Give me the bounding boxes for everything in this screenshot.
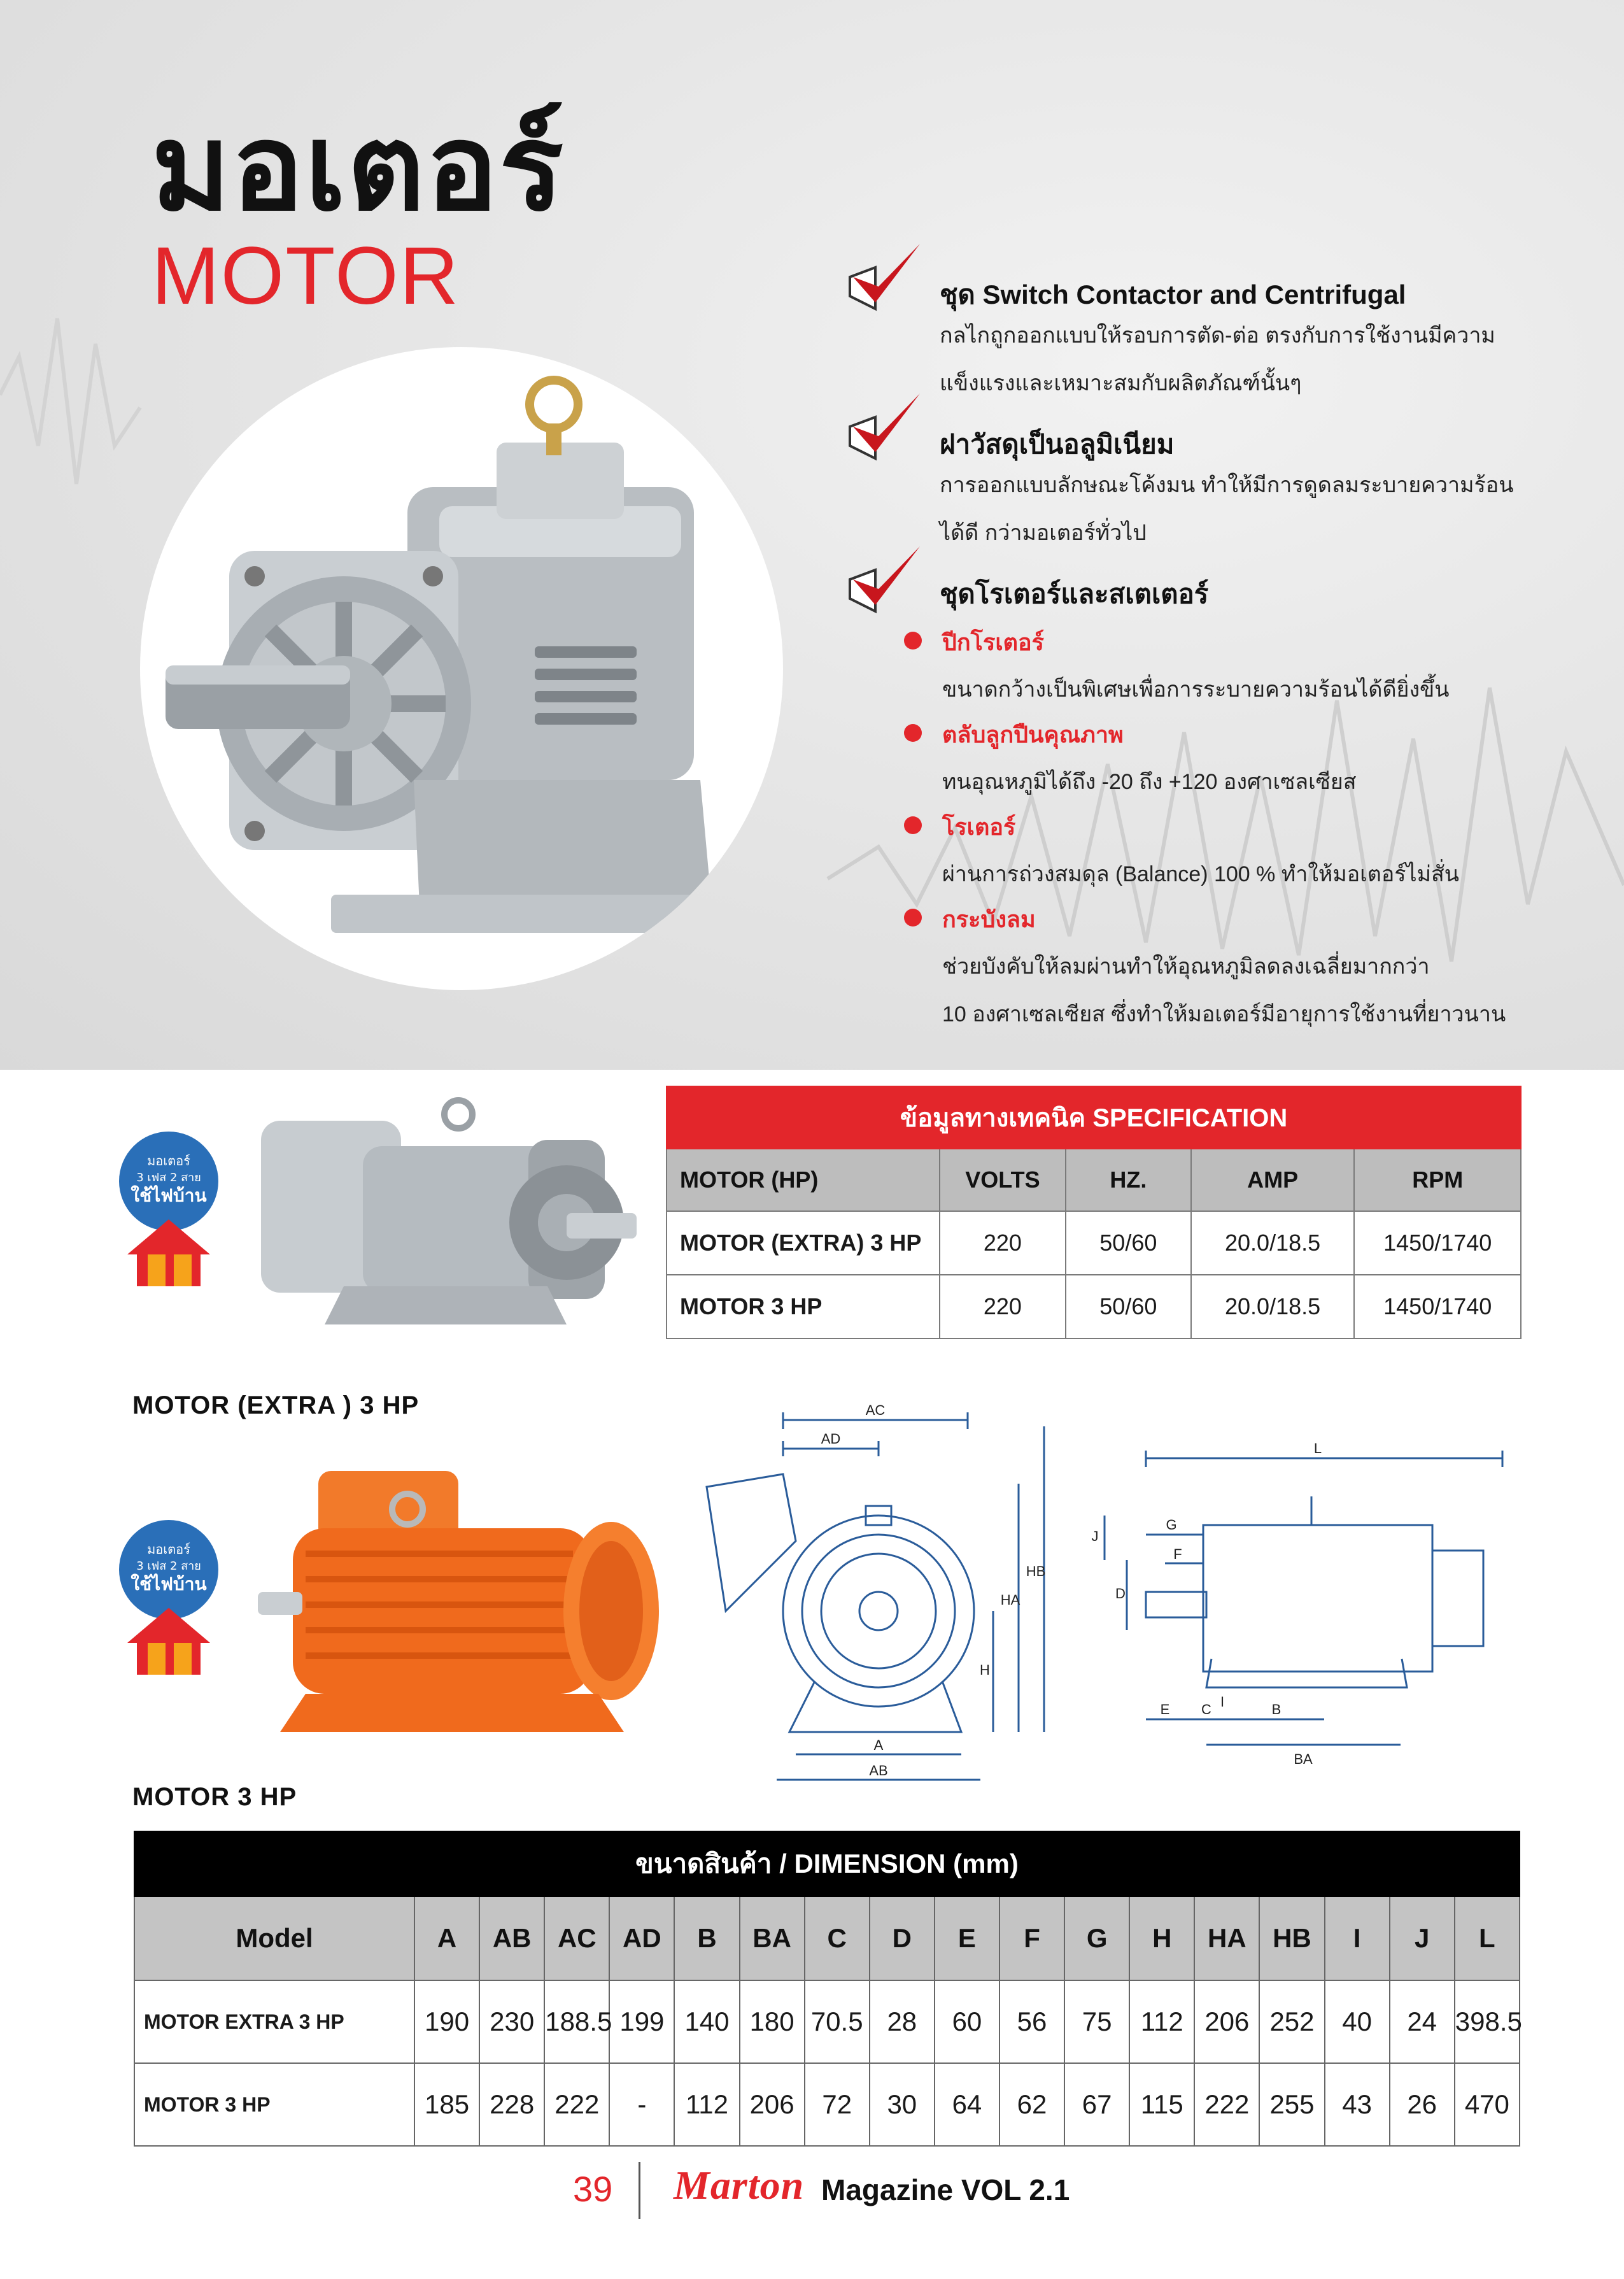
dim-col-header: F (999, 1896, 1064, 1980)
dim-col-header: I (1325, 1896, 1390, 1980)
checkmark-icon (840, 388, 923, 465)
dim-cell: 56 (999, 1980, 1064, 2063)
house-icon (115, 1519, 223, 1678)
dim-cell: 70.5 (805, 1980, 870, 2063)
dim-cell: MOTOR EXTRA 3 HP (134, 1980, 414, 2063)
svg-text:J: J (1091, 1528, 1099, 1544)
dim-col-header: E (935, 1896, 999, 1980)
dim-cell: 190 (414, 1980, 479, 2063)
dim-cell: 398.5 (1455, 1980, 1520, 2063)
side-view-drawing (1076, 1439, 1522, 1796)
dim-col-header: C (805, 1896, 870, 1980)
svg-text:HA: HA (1000, 1592, 1020, 1608)
checkmark-icon (840, 541, 923, 618)
svg-text:BA: BA (1294, 1751, 1313, 1767)
page-title-thai: มอเตอร์ (152, 98, 565, 238)
bullet-icon (904, 909, 922, 927)
table-row (134, 2063, 1520, 2146)
feature-title: ฝาวัสดุเป็นอลูมิเนียม (940, 429, 1175, 459)
dim-col-header: HA (1194, 1896, 1259, 1980)
dim-cell: 40 (1325, 1980, 1390, 2063)
dim-col-header: B (674, 1896, 739, 1980)
dim-cell: - (609, 2063, 674, 2146)
dim-col-header: HB (1259, 1896, 1324, 1980)
spec-cell: 50/60 (1066, 1275, 1191, 1338)
rotor-item-desc: ขนาดกว้างเป็นพิเศษเพื่อการระบายความร้อนได้ดียิ่งขึ้น (942, 678, 1450, 702)
rotor-item-desc: 10 องศาเซลเซียส ซึ่งทำให้มอเตอร์มีอายุการใช้งานที่ยาวนาน (942, 1002, 1506, 1026)
bullet-icon (904, 724, 922, 742)
svg-text:มอเตอร์: มอเตอร์ (147, 1542, 190, 1557)
dim-cell: 470 (1455, 2063, 1520, 2146)
spec-col-header: VOLTS (940, 1149, 1066, 1211)
rotor-item-desc: ทนอุณหภูมิได้ถึง -20 ถึง +120 องศาเซลเซียส (942, 770, 1357, 794)
dim-col-header: A (414, 1896, 479, 1980)
spec-col-header: HZ. (1066, 1149, 1191, 1211)
feature-title: ชุดโรเตอร์และสเตเตอร์ (940, 579, 1209, 609)
dim-col-header: H (1129, 1896, 1194, 1980)
dim-cell: MOTOR 3 HP (134, 2063, 414, 2146)
dim-cell: 28 (870, 1980, 935, 2063)
table-row (667, 1275, 1521, 1338)
svg-text:ใช้ไฟบ้าน: ใช้ไฟบ้าน (131, 1185, 207, 1206)
rotor-item-label: ตลับลูกปืนคุณภาพ (942, 721, 1124, 748)
dim-cell: 64 (935, 2063, 999, 2146)
dim-cell: 43 (1325, 2063, 1390, 2146)
svg-text:I: I (1220, 1694, 1225, 1710)
feature-desc-line: กลไกถูกออกแบบให้รอบการตัด-ต่อ ตรงกับการใช้งานมีความ (940, 323, 1495, 348)
specification-title: ข้อมูลทางเทคนิค SPECIFICATION (667, 1086, 1521, 1149)
dim-cell: 62 (999, 2063, 1064, 2146)
table-row (134, 1980, 1520, 2063)
dim-cell: 185 (414, 2063, 479, 2146)
dim-cell: 228 (479, 2063, 544, 2146)
dim-cell: 112 (1129, 1980, 1194, 2063)
footer-divider (639, 2162, 640, 2219)
dim-col-header: G (1064, 1896, 1129, 1980)
specification-table (666, 1086, 1522, 1339)
spec-cell: MOTOR 3 HP (667, 1275, 940, 1338)
svg-text:AD: AD (821, 1431, 841, 1447)
dim-cell: 230 (479, 1980, 544, 2063)
page-number: 39 (573, 2169, 613, 2209)
dim-col-header: Model (134, 1896, 414, 1980)
dim-col-header: BA (740, 1896, 805, 1980)
spec-col-header: MOTOR (HP) (667, 1149, 940, 1211)
svg-text:E: E (1160, 1701, 1170, 1717)
bullet-icon (904, 632, 922, 650)
dim-cell: 140 (674, 1980, 739, 2063)
dim-cell: 24 (1390, 1980, 1455, 2063)
spec-cell: 50/60 (1066, 1211, 1191, 1275)
spec-cell: 220 (940, 1211, 1066, 1275)
dim-col-header: AB (479, 1896, 544, 1980)
dim-cell: 206 (740, 2063, 805, 2146)
spec-cell: MOTOR (EXTRA) 3 HP (667, 1211, 940, 1275)
rotor-item-desc: ช่วยบังคับให้ลมผ่านทำให้อุณหภูมิลดลงเฉลี่ยมากกว่า (942, 955, 1430, 979)
page-title-english: MOTOR (152, 231, 460, 322)
svg-text:G: G (1166, 1517, 1177, 1533)
dim-cell: 180 (740, 1980, 805, 2063)
svg-text:AB: AB (869, 1763, 888, 1778)
dim-cell: 112 (674, 2063, 739, 2146)
motor-extra-caption: MOTOR (EXTRA ) 3 HP (132, 1391, 420, 1419)
spec-cell: 20.0/18.5 (1191, 1211, 1355, 1275)
dimension-table (134, 1831, 1520, 2147)
dim-col-header: J (1390, 1896, 1455, 1980)
dim-col-header: D (870, 1896, 935, 1980)
svg-text:F: F (1173, 1546, 1182, 1562)
checkmark-icon (840, 239, 923, 315)
dim-cell: 206 (1194, 1980, 1259, 2063)
feature-desc-line: การออกแบบลักษณะโค้งมน ทำให้มีการดูดลมระบายความร้อน (940, 473, 1514, 497)
brand-logo: Marton (674, 2162, 805, 2208)
dim-cell: 222 (1194, 2063, 1259, 2146)
svg-text:HB: HB (1026, 1563, 1046, 1579)
svg-text:D: D (1115, 1586, 1126, 1601)
bullet-icon (904, 816, 922, 834)
spec-cell: 220 (940, 1275, 1066, 1338)
hero-section (0, 0, 1624, 1070)
dim-cell: 26 (1390, 2063, 1455, 2146)
svg-text:B: B (1271, 1701, 1282, 1717)
home-use-badge (115, 1519, 223, 1681)
dim-col-header: AC (544, 1896, 609, 1980)
dim-cell: 222 (544, 2063, 609, 2146)
dim-cell: 252 (1259, 1980, 1324, 2063)
dim-cell: 115 (1129, 2063, 1194, 2146)
dim-cell: 188.5 (544, 1980, 609, 2063)
svg-text:H: H (980, 1662, 990, 1678)
dimension-title: ขนาดสินค้า / DIMENSION (mm) (134, 1831, 1520, 1896)
motor-3hp-caption: MOTOR 3 HP (132, 1783, 297, 1811)
svg-text:มอเตอร์: มอเตอร์ (147, 1153, 190, 1168)
feature-desc-line: ได้ดี กว่ามอเตอร์ทั่วไป (940, 521, 1147, 545)
motor-3hp-photo (255, 1458, 662, 1751)
dim-cell: 30 (870, 2063, 935, 2146)
home-use-badge (115, 1130, 223, 1293)
spec-cell: 1450/1740 (1354, 1275, 1521, 1338)
dim-col-header: AD (609, 1896, 674, 1980)
magazine-label: Magazine VOL 2.1 (821, 2173, 1070, 2206)
dim-cell: 67 (1064, 2063, 1129, 2146)
svg-text:L: L (1313, 1440, 1322, 1456)
rotor-item-label: ปีกโรเตอร์ (942, 629, 1044, 655)
house-icon (115, 1130, 223, 1289)
svg-text:AC: AC (865, 1402, 886, 1418)
svg-text:ใช้ไฟบ้าน: ใช้ไฟบ้าน (131, 1573, 207, 1594)
spec-cell: 1450/1740 (1354, 1211, 1521, 1275)
dim-cell: 72 (805, 2063, 870, 2146)
motor-extra-photo (248, 1095, 643, 1350)
feature-desc-line: แข็งแรงและเหมาะสมกับผลิตภัณฑ์นั้นๆ (940, 371, 1302, 395)
spec-col-header: AMP (1191, 1149, 1355, 1211)
rotor-item-label: โรเตอร์ (942, 814, 1016, 840)
main-motor-image (140, 347, 783, 990)
spec-cell: 20.0/18.5 (1191, 1275, 1355, 1338)
rotor-item-label: กระบังลม (942, 906, 1036, 932)
spec-col-header: RPM (1354, 1149, 1521, 1211)
svg-text:A: A (873, 1737, 884, 1753)
svg-text:3 เฟส 2 สาย: 3 เฟส 2 สาย (136, 1171, 201, 1184)
rotor-item-desc: ผ่านการถ่วงสมดุล (Balance) 100 % ทำให้มอเตอร์ไม่สั่น (942, 862, 1460, 886)
dim-cell: 75 (1064, 1980, 1129, 2063)
table-row (667, 1211, 1521, 1275)
dim-cell: 199 (609, 1980, 674, 2063)
dim-col-header: L (1455, 1896, 1520, 1980)
feature-title: ชุด Switch Contactor and Centrifugal (940, 280, 1406, 309)
dim-cell: 255 (1259, 2063, 1324, 2146)
svg-text:C: C (1201, 1701, 1211, 1717)
svg-text:3 เฟส 2 สาย: 3 เฟส 2 สาย (136, 1559, 201, 1573)
dim-cell: 60 (935, 1980, 999, 2063)
